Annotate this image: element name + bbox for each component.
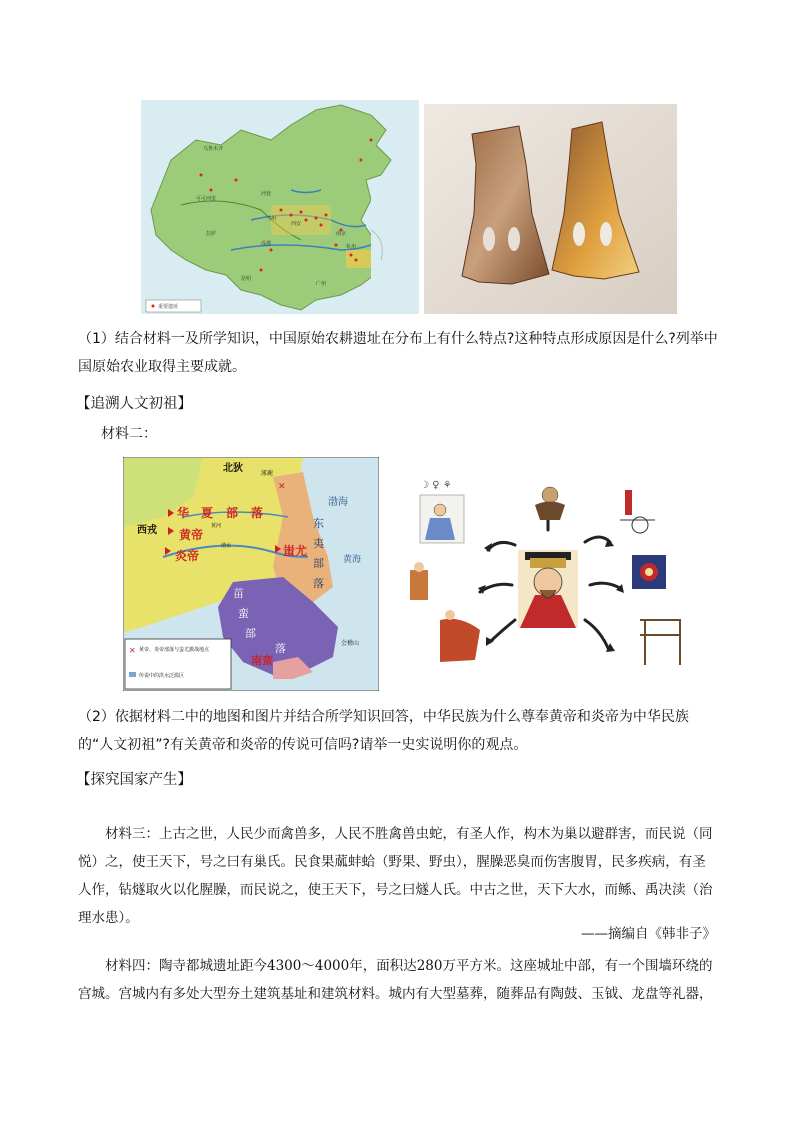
map-label-nanman: 南蛮 bbox=[251, 654, 273, 667]
map-label-yandi: 炎帝 bbox=[175, 549, 200, 563]
question-2: （2）依据材料二中的地图和图片并结合所学知识回答，中华民族为什么尊奉黄帝和炎帝为中华民族的“人文初祖”?有关黄帝和炎帝的传说可信吗?请举一史实说明你的观点。 bbox=[78, 709, 689, 753]
map-label: 南京 bbox=[336, 231, 347, 237]
map-label-kuaijishan: 会稽山 bbox=[341, 640, 360, 647]
map-label-bu-3: 部 bbox=[245, 627, 256, 640]
bone-shovel-photo bbox=[424, 104, 677, 314]
material-2-label: 材料二： bbox=[101, 426, 157, 442]
section-heading-ancestors: 【追溯人文初祖】 bbox=[76, 396, 192, 412]
material-3-text: 材料三：上古之世，人民少而禽兽多，人民不胜禽兽虫蛇，有圣人作，构木为巢以避群害，而民说（同悦）之，使王天下，号之曰有巢氏。民食果蓏蚌蛤（野果、野虫），腥臊恶臭而伤害腹胃，民多疾病，有圣人作，钻燧取火以化腥臊，而民说之，使王天下，号之曰燧人氏。中古之世，天下大水，而鲧、禹决渎（治理水患）。 bbox=[78, 826, 713, 926]
map-label-dong: 东 bbox=[313, 517, 324, 530]
map-label: 乌鲁木齐 bbox=[203, 146, 224, 152]
svg-text:☽ ♀ ⚘: ☽ ♀ ⚘ bbox=[420, 480, 452, 491]
material-4-text: 材料四：陶寺都城遗址距今4300～4000年，面积达280万平方米。这座城址中部，有一个围墙环绕的宫城。宫城内有多处大型夯土建筑基址和建筑材料。城内有大型墓葬，随葬品有陶鼓、玉钺、龙盘等礼器， bbox=[78, 958, 713, 1002]
map-label-weishui: 渭水 bbox=[221, 543, 232, 549]
svg-text:✕: ✕ bbox=[129, 646, 136, 655]
map-legend-label: 重要遗址 bbox=[158, 304, 179, 310]
map-label: 成都 bbox=[261, 241, 272, 247]
map-label-hua: 华 bbox=[177, 506, 190, 520]
map-label: 拉萨 bbox=[206, 231, 217, 237]
map-label-man: 蛮 bbox=[238, 607, 249, 620]
map-label-huanghai: 黄海 bbox=[343, 555, 362, 565]
map-label: 杭州 bbox=[346, 244, 357, 250]
map-label-huanghe: 黄河 bbox=[211, 523, 222, 529]
map-label-bu: 部 bbox=[226, 506, 239, 520]
map-label-luo-2: 落 bbox=[313, 577, 324, 590]
section-heading-state: 【探究国家产生】 bbox=[76, 772, 192, 788]
map-label-yi: 夷 bbox=[313, 537, 324, 550]
ancient-tribes-map bbox=[123, 457, 379, 691]
china-neolithic-sites-map bbox=[141, 100, 419, 314]
map-label-xia: 夏 bbox=[201, 506, 214, 520]
map-label: 兰州 bbox=[266, 216, 277, 222]
map-label-chiyou: 蚩尤 bbox=[283, 544, 308, 558]
map-label-bu-2: 部 bbox=[313, 557, 324, 570]
map-label-xirong: 西戎 bbox=[137, 525, 157, 536]
map-legend-battle: 黄帝、炎帝部落与蚩尤激战地点 bbox=[139, 647, 210, 653]
map-label-zhuolu: 涿鹿 bbox=[261, 470, 274, 477]
map-label: 广州 bbox=[316, 281, 327, 287]
material-3-source: ——摘编自《韩非子》 bbox=[581, 926, 716, 942]
map-label-luo: 落 bbox=[251, 506, 264, 520]
map-label-miao: 苗 bbox=[233, 587, 244, 600]
map-label: 昆明 bbox=[241, 276, 252, 282]
map-legend-flood: 传说中的洪水泛滥区 bbox=[139, 673, 185, 679]
question-1: （1）结合材料一及所学知识，中国原始农耕遗址在分布上有什么特点?这种特点形成原因是什么?列举中国原始农业取得主要成就。 bbox=[78, 331, 718, 375]
map-label: 可可西里 bbox=[196, 196, 217, 202]
map-label: 河套 bbox=[261, 191, 272, 197]
map-label-huangdi: 黄帝 bbox=[179, 528, 204, 542]
map-label-luo-3: 落 bbox=[275, 642, 286, 655]
svg-text:✕: ✕ bbox=[278, 482, 286, 492]
map-label-beidi: 北狄 bbox=[223, 463, 243, 474]
map-label-bohai: 渤海 bbox=[328, 497, 348, 508]
map-label: 西安 bbox=[291, 221, 302, 227]
huangdi-inventions-illustration bbox=[400, 470, 700, 675]
